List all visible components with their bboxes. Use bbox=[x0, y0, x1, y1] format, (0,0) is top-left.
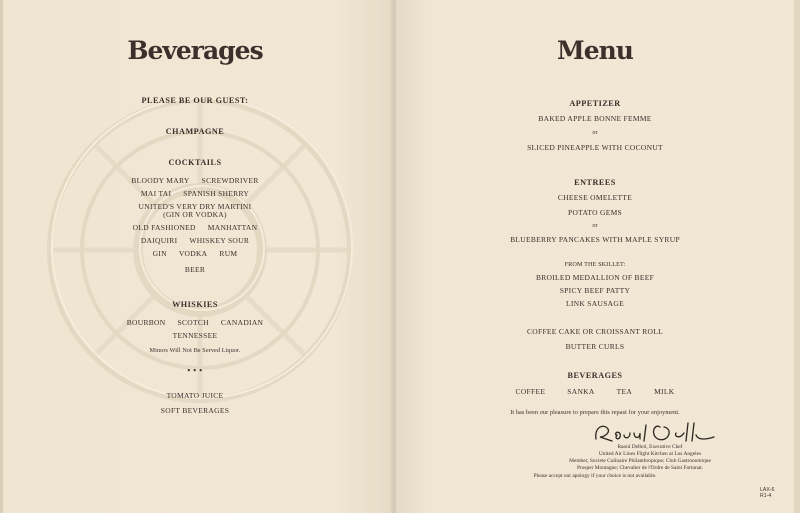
menu-code-line-1: LAX-6 bbox=[760, 487, 775, 493]
chef-line-2: United Air Lines Flight Kitchen at Los Angeles bbox=[598, 451, 702, 457]
cocktail-item: GIN bbox=[152, 249, 167, 258]
entree-item-5: SPICY BEEF PATTY bbox=[559, 286, 631, 295]
cocktail-item: VODKA bbox=[178, 249, 208, 258]
beer-item: BEER bbox=[184, 265, 206, 274]
martini-line-1: UNITED'S VERY DRY MARTINI bbox=[138, 202, 252, 211]
whisky-item: CANADIAN bbox=[220, 318, 264, 327]
menu-title: Menu bbox=[557, 36, 633, 65]
appetizer-item-1: BAKED APPLE BONNE FEMME bbox=[538, 114, 652, 123]
entree-item-6: LINK SAUSAGE bbox=[566, 299, 624, 308]
soft-beverages-item: SOFT BEVERAGES bbox=[160, 406, 230, 415]
minors-notice: Minors Will Not Be Served Liquor. bbox=[149, 347, 241, 354]
page-edge-right bbox=[794, 0, 800, 513]
appetizer-item-2: SLICED PINEAPPLE WITH COCONUT bbox=[527, 143, 663, 152]
beverages-row bbox=[475, 387, 715, 396]
pleasure-note: It has been our pleasure to prepare this repast for your enjoyment. bbox=[510, 409, 680, 416]
entree-item-1: CHEESE OMELETTE bbox=[557, 193, 633, 202]
whisky-item: BOURBON bbox=[126, 318, 166, 327]
chef-line-4: Prosper Montagne; Chevalier de l'Ordre de Saint Fortunat. bbox=[576, 465, 704, 471]
cocktail-item: BLOODY MARY bbox=[131, 176, 190, 185]
cocktail-item: RUM bbox=[219, 249, 238, 258]
whisky-item: SCOTCH bbox=[177, 318, 209, 327]
martini-line-2: (GIN OR VODKA) bbox=[163, 210, 227, 219]
signature-icon bbox=[590, 417, 720, 447]
guest-intro: PLEASE BE OUR GUEST: bbox=[141, 96, 249, 105]
beverage-item: SANKA bbox=[567, 387, 595, 396]
cocktail-item: MANHATTAN bbox=[207, 223, 258, 232]
appetizer-or: or bbox=[592, 129, 598, 136]
cocktail-row-2 bbox=[95, 189, 295, 198]
entree-item-8: BUTTER CURLS bbox=[565, 342, 625, 351]
entree-item-7: COFFEE CAKE OR CROISSANT ROLL bbox=[526, 327, 664, 336]
cocktail-item: OLD FASHIONED bbox=[132, 223, 196, 232]
whiskies-row-1 bbox=[95, 318, 295, 327]
tomato-juice-item: TOMATO JUICE bbox=[166, 391, 224, 400]
apology-note: Please accept our apology if your choice is not available. bbox=[533, 473, 657, 479]
appetizer-heading: APPETIZER bbox=[569, 99, 621, 108]
menu-code-line-2: R1-4 bbox=[760, 493, 772, 499]
cocktail-row-4 bbox=[95, 223, 295, 232]
beverage-item: TEA bbox=[616, 387, 633, 396]
beverage-item: MILK bbox=[654, 387, 675, 396]
cocktail-row-5 bbox=[95, 236, 295, 245]
cocktail-item: SPANISH SHERRY bbox=[183, 189, 250, 198]
cocktails-heading: COCKTAILS bbox=[168, 158, 222, 167]
entree-or: or bbox=[592, 222, 598, 229]
page-edge-left bbox=[0, 0, 3, 513]
cocktail-item: SCREWDRIVER bbox=[201, 176, 259, 185]
entrees-heading: ENTREES bbox=[574, 178, 616, 187]
cocktail-item: DAIQUIRI bbox=[140, 236, 178, 245]
dot-separator: • • • bbox=[187, 366, 203, 375]
chef-line-3: Member, Societe Culinaire Philanthropique; Club Gastronomique bbox=[569, 458, 711, 464]
center-fold bbox=[390, 0, 398, 513]
cocktail-row-6 bbox=[95, 249, 295, 258]
chef-line-1: Raoul Delbol, Executive Chef bbox=[617, 444, 683, 450]
menu-code bbox=[760, 487, 774, 499]
cocktail-row-1 bbox=[95, 176, 295, 185]
cocktail-item: WHISKEY SOUR bbox=[189, 236, 250, 245]
beverages-heading: BEVERAGES bbox=[567, 371, 623, 380]
cocktail-item: MAI TAI bbox=[140, 189, 172, 198]
entree-item-4: BROILED MEDALLION OF BEEF bbox=[535, 273, 655, 282]
beverages-title: Beverages bbox=[127, 36, 263, 65]
champagne-heading: CHAMPAGNE bbox=[165, 127, 225, 136]
beverage-item: COFFEE bbox=[515, 387, 546, 396]
skillet-label: FROM THE SKILLET: bbox=[564, 261, 626, 268]
entree-item-2: POTATO GEMS bbox=[567, 208, 623, 217]
tennessee-item: TENNESSEE bbox=[172, 331, 218, 340]
entree-item-3: BLUEBERRY PANCAKES WITH MAPLE SYRUP bbox=[510, 235, 680, 244]
whiskies-heading: WHISKIES bbox=[172, 300, 218, 309]
